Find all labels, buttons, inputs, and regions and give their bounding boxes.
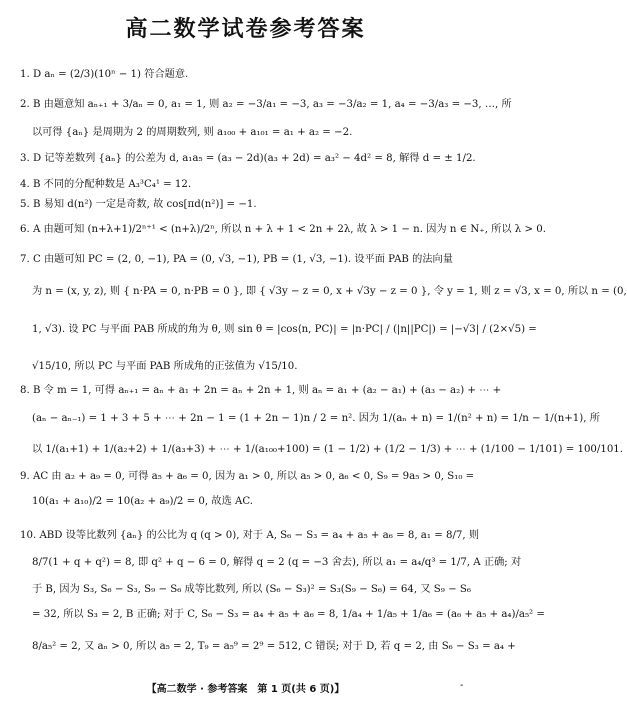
answer-line-12: 8. B 令 m = 1, 可得 aₙ₊₁ = aₙ + a₁ + 2n = aₙ + 2n + 1, 则 aₙ = a₁ + (a₂ − a₁) + (a₃ − a₂) + ⋯ + <box>20 385 502 396</box>
footer-mark: - <box>460 680 464 691</box>
answer-line-7: 6. A 由题可知 (n+λ+1)/2ⁿ⁺¹ < (n+λ)/2ⁿ, 所以 n + λ + 1 < 2n + 2λ, 故 λ > 1 − n. 因为 n ∈ N₊, 所以 λ > 0. <box>20 224 546 235</box>
answer-line-20: = 32, 所以 S₃ = 2, B 正确; 对于 C, S₆ − S₃ = a₄ + a₅ + a₆ = 8, 1/a₄ + 1/a₅ + 1/a₆ = (a₆ + a₅ + a₄)/a₅² = <box>32 609 545 620</box>
answer-line-10: 1, √3). 设 PC 与平面 PAB 所成的角为 θ, 则 sin θ = |cos⟨n, PC⟩| = |n·PC| / (|n||PC|) = |−√3| / (2×√5) = <box>32 324 537 335</box>
answer-line-6: 5. B 易知 d(n²) 一定是奇数, 故 cos[πd(n²)] = −1. <box>20 199 257 210</box>
answer-line-17: 10. ABD 设等比数列 {aₙ} 的公比为 q (q > 0), 对于 A, S₆ − S₃ = a₄ + a₅ + a₆ = 8, a₁ = 8/7, 则 <box>20 530 480 541</box>
answer-line-3: 以可得 {aₙ} 是周期为 2 的周期数列, 则 a₁₀₀ + a₁₀₁ = a₁ + a₂ = −2. <box>32 127 353 138</box>
answer-line-5: 4. B 不同的分配种数是 A₃³C₄¹ = 12. <box>20 179 192 190</box>
answer-line-13: (aₙ − aₙ₋₁) = 1 + 3 + 5 + ⋯ + 2n − 1 = (1 + 2n − 1)n / 2 = n². 因为 1/(aₙ + n) = 1/(n² + n) = 1/n − 1/(n+1), 所 <box>32 413 600 424</box>
answer-line-1: 1. D aₙ = (2/3)(10ⁿ − 1) 符合题意. <box>20 69 189 80</box>
answer-line-8: 7. C 由题可知 PC = (2, 0, −1), PA = (0, √3, −1), PB = (1, √3, −1). 设平面 PAB 的法向量 <box>20 254 453 265</box>
answer-line-11: √15/10, 所以 PC 与平面 PAB 所成角的正弦值为 √15/10. <box>32 361 298 372</box>
page-footer: 【高二数学 · 参考答案 第 1 页(共 6 页)】 <box>146 684 345 695</box>
page-title: 高二数学试卷参考答案 <box>125 17 366 42</box>
answer-line-15: 9. AC 由 a₂ + a₉ = 0, 可得 a₅ + a₆ = 0, 因为 a₁ > 0, 所以 a₅ > 0, a₆ < 0, S₉ = 9a₅ > 0, S₁₀ = <box>20 471 475 482</box>
answer-line-19: 于 B, 因为 S₃, S₆ − S₃, S₉ − S₆ 成等比数列, 所以 (S₆ − S₃)² = S₃(S₉ − S₆) = 64, 又 S₉ − S₆ <box>32 584 471 595</box>
answer-line-14: 以 1/(a₁+1) + 1/(a₂+2) + 1/(a₃+3) + ⋯ + 1/(a₁₀₀+100) = (1 − 1/2) + (1/2 − 1/3) + ⋯ + (1/100 − 1/101) = 100/101. <box>32 444 624 455</box>
answer-line-18: 8/7(1 + q + q²) = 8, 即 q² + q − 6 = 0, 解得 q = 2 (q = −3 舍去), 所以 a₁ = a₄/q³ = 1/7, A 正确; 对 <box>32 557 522 568</box>
answer-line-21: 8/a₅² = 2, 又 aₙ > 0, 所以 a₅ = 2, T₉ = a₅⁹ = 2⁹ = 512, C 错误; 对于 D, 若 q = 2, 由 S₆ − S₃ = a₄ + <box>32 641 516 652</box>
answer-line-4: 3. D 记等差数列 {aₙ} 的公差为 d, a₁a₅ = (a₃ − 2d)(a₃ + 2d) = a₃² − 4d² = 8, 解得 d = ± 1/2. <box>20 153 476 164</box>
answer-line-2: 2. B 由题意知 aₙ₊₁ + 3/aₙ = 0, a₁ = 1, 则 a₂ = −3/a₁ = −3, a₃ = −3/a₂ = 1, a₄ = −3/a₃ = −3, …, 所 <box>20 99 512 110</box>
answer-line-9: 为 n = (x, y, z), 则 { n·PA = 0, n·PB = 0 }, 即 { √3y − z = 0, x + √3y − z = 0 }, 令 y = 1, 则 z = √3, x = 0, 所以 n = (0, <box>32 286 627 297</box>
answer-line-16: 10(a₁ + a₁₀)/2 = 10(a₂ + a₉)/2 = 0, 故选 AC. <box>32 496 254 507</box>
